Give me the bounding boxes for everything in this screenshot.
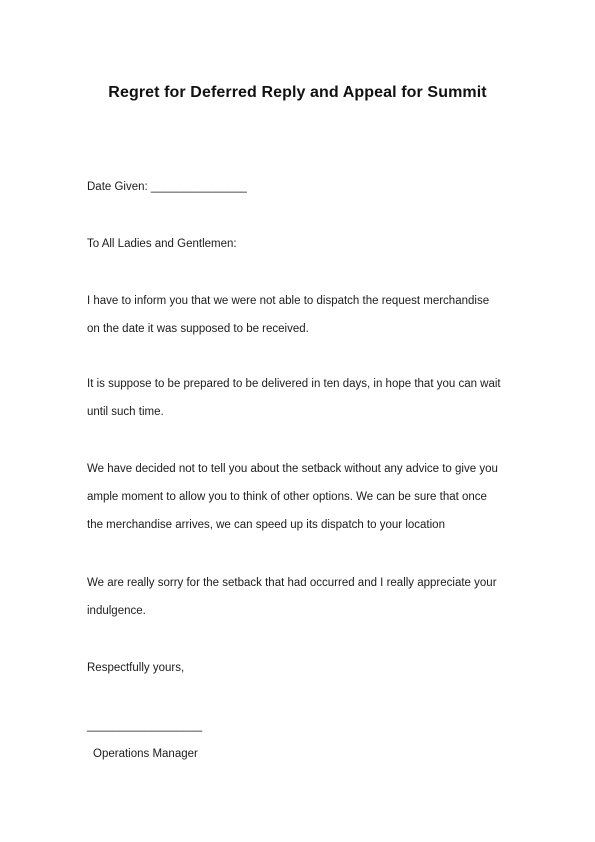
paragraph-line: We are really sorry for the setback that had occurred and I really appreciate your xyxy=(87,577,497,589)
document-title: Regret for Deferred Reply and Appeal for Summit xyxy=(108,84,487,101)
paragraph-line: It is suppose to be prepared to be delivered in ten days, in hope that you can wait xyxy=(87,378,501,390)
closing: Respectfully yours, xyxy=(87,662,185,674)
paragraph-line: We have decided not to tell you about the setback without any advice to give you xyxy=(87,463,498,475)
paragraph-line: until such time. xyxy=(87,406,164,418)
paragraph-line: the merchandise arrives, we can speed up its dispatch to your location xyxy=(87,519,445,531)
date-line: Date Given: _______________ xyxy=(87,181,247,193)
paragraph-line: ample moment to allow you to think of other options. We can be sure that once xyxy=(87,491,487,503)
paragraph-line: I have to inform you that we were not able to dispatch the request merchandise xyxy=(87,295,490,307)
signature-line: __________________ xyxy=(87,720,203,732)
paragraph-line: on the date it was supposed to be received. xyxy=(87,323,309,335)
signer-title: Operations Manager xyxy=(93,748,198,760)
paragraph-line: indulgence. xyxy=(87,605,146,617)
salutation: To All Ladies and Gentlemen: xyxy=(87,238,237,250)
